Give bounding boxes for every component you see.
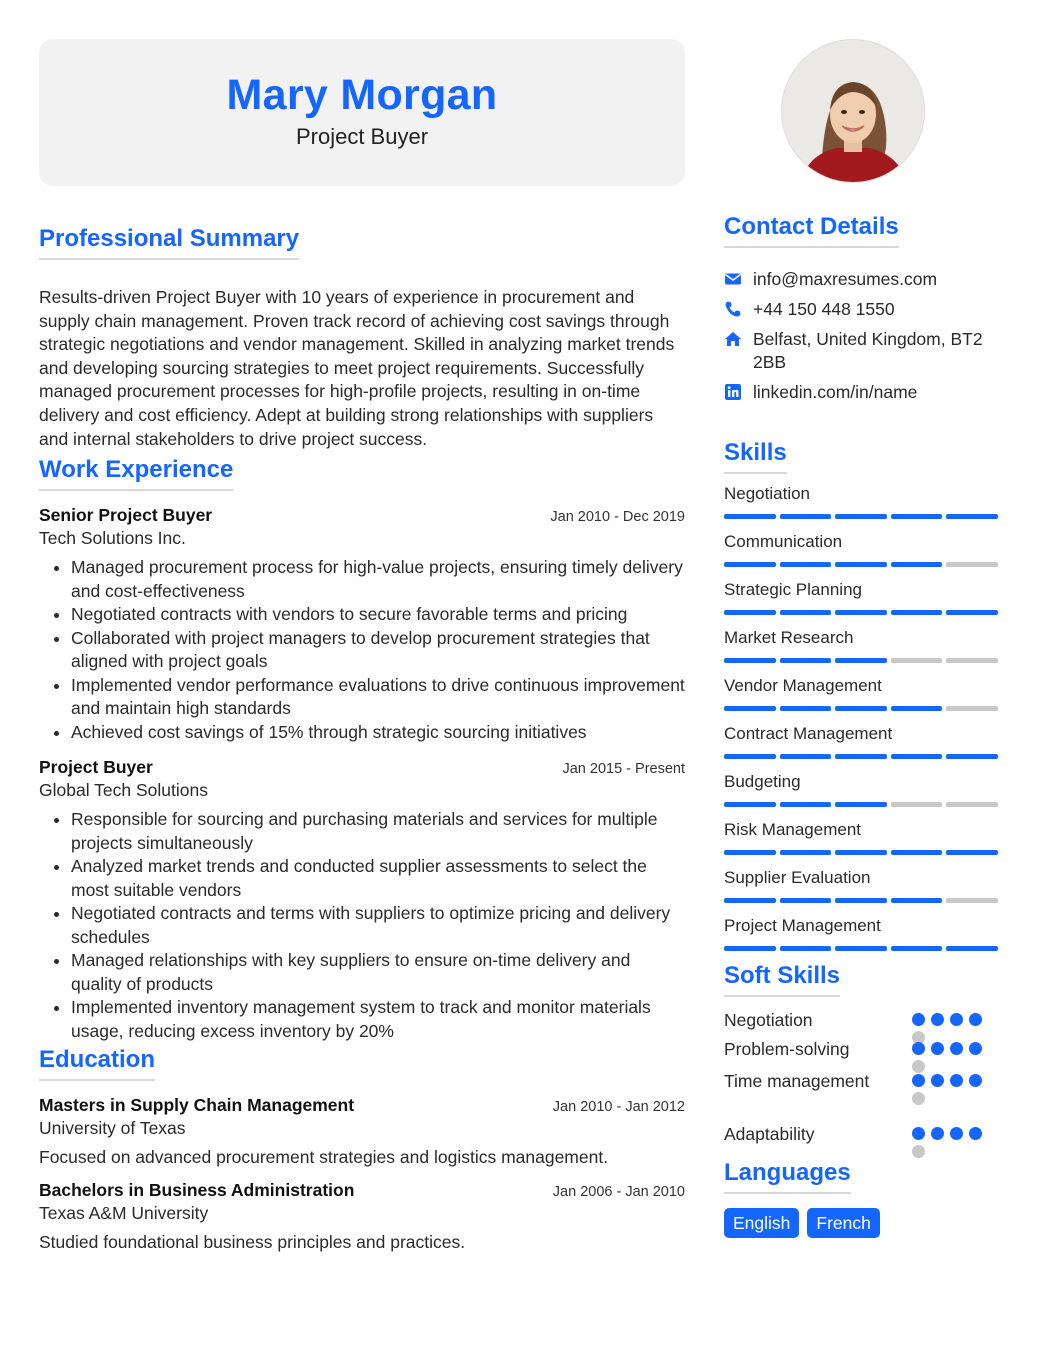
rating-dot bbox=[969, 1074, 982, 1087]
phone-text[interactable]: +44 150 448 1550 bbox=[753, 299, 895, 319]
skill-level-segment bbox=[780, 850, 832, 855]
skill-name: Negotiation bbox=[724, 484, 811, 503]
skill-level-segment bbox=[891, 898, 943, 903]
contact-email bbox=[724, 268, 1000, 291]
skill-level-segment bbox=[835, 658, 887, 663]
skill-level-segment bbox=[724, 658, 776, 663]
soft-skill-rating bbox=[912, 1074, 986, 1105]
header-card bbox=[39, 39, 685, 186]
experience-heading: Work Experience bbox=[39, 455, 233, 491]
rating-dot bbox=[950, 1074, 963, 1087]
skill-name: Risk Management bbox=[724, 820, 862, 839]
skills-section bbox=[724, 438, 1000, 951]
skill-item bbox=[724, 819, 1000, 855]
skill-name: Project Management bbox=[724, 916, 881, 935]
skill-level-segment bbox=[946, 610, 998, 615]
job-bullets bbox=[39, 556, 685, 744]
skill-level-segment bbox=[946, 946, 998, 951]
skill-level-segment bbox=[891, 850, 943, 855]
left-column bbox=[39, 224, 685, 1253]
skill-level-segment bbox=[835, 754, 887, 759]
skill-item bbox=[724, 531, 1000, 567]
skill-level-segment bbox=[835, 898, 887, 903]
skill-level-segment bbox=[946, 754, 998, 759]
candidate-name: Mary Morgan bbox=[226, 71, 498, 119]
home-icon bbox=[724, 330, 742, 348]
skill-level-segment bbox=[835, 610, 887, 615]
skill-level-segment bbox=[835, 706, 887, 711]
skill-level-segment bbox=[780, 898, 832, 903]
skill-level-bar bbox=[724, 658, 1000, 663]
soft-skill-name: Time management bbox=[724, 1071, 870, 1091]
skill-name: Supplier Evaluation bbox=[724, 868, 871, 887]
rating-dot bbox=[931, 1074, 944, 1087]
skill-level-segment bbox=[724, 850, 776, 855]
contact-address bbox=[724, 328, 1000, 374]
skill-name: Budgeting bbox=[724, 772, 801, 791]
rating-dot bbox=[912, 1092, 925, 1105]
soft-skill-rating bbox=[912, 1042, 986, 1073]
contact-linkedin bbox=[724, 381, 1000, 404]
job-company: Global Tech Solutions bbox=[39, 780, 208, 801]
rating-dot bbox=[969, 1013, 982, 1026]
job-bullet: • Implemented inventory management system to track and monitor materials usage, reducing excess inventory by 20% bbox=[71, 996, 685, 1043]
skill-level-segment bbox=[891, 562, 943, 567]
skill-level-segment bbox=[891, 706, 943, 711]
rating-dot bbox=[912, 1145, 925, 1158]
rating-dot bbox=[931, 1042, 944, 1055]
skill-level-segment bbox=[780, 610, 832, 615]
job-company: Tech Solutions Inc. bbox=[39, 528, 186, 549]
skill-level-segment bbox=[891, 754, 943, 759]
contact-heading: Contact Details bbox=[724, 212, 899, 248]
skill-level-segment bbox=[835, 946, 887, 951]
skill-item bbox=[724, 915, 1000, 951]
job-bullets bbox=[39, 808, 685, 1043]
job-title: Project Buyer bbox=[39, 757, 153, 778]
right-column bbox=[724, 212, 1000, 1238]
envelope-icon bbox=[724, 270, 742, 288]
education-dates: Jan 2006 - Jan 2010 bbox=[552, 1184, 685, 1201]
skill-item bbox=[724, 723, 1000, 759]
skill-level-segment bbox=[724, 802, 776, 807]
skill-level-segment bbox=[780, 514, 832, 519]
language-chip: French bbox=[807, 1208, 879, 1238]
phone-icon bbox=[724, 300, 742, 318]
education-entry bbox=[39, 1180, 685, 1253]
rating-dot bbox=[950, 1013, 963, 1026]
contact-phone bbox=[724, 298, 1000, 321]
soft-skill-rating bbox=[912, 1127, 986, 1158]
skill-name: Market Research bbox=[724, 628, 854, 647]
skill-level-segment bbox=[780, 658, 832, 663]
skill-level-segment bbox=[780, 562, 832, 567]
skill-level-bar bbox=[724, 514, 1000, 519]
skill-level-segment bbox=[780, 706, 832, 711]
job-bullet: • Achieved cost savings of 15% through strategic sourcing initiatives bbox=[71, 721, 685, 745]
soft-skill-item bbox=[724, 1038, 1000, 1070]
skill-level-segment bbox=[946, 562, 998, 567]
rating-dot bbox=[912, 1074, 925, 1087]
education-description: Focused on advanced procurement strategies and logistics management. bbox=[39, 1147, 609, 1168]
soft-skill-item bbox=[724, 1070, 1000, 1123]
summary-text: Results-driven Project Buyer with 10 years of experience in procurement and supply chain management. Proven track record of achieving cost savings through strategic negotiations and vendor management. Skilled in analyzing market trends and developing sourcing strategies to meet project requirements. Successfully managed procurement processes for high-profile projects, resulting in on-time delivery and cost efficiency. Adept at building strong relationships with suppliers and internal stakeholders to drive project success. bbox=[39, 287, 675, 449]
job-bullet: • Negotiated contracts with vendors to secure favorable terms and pricing bbox=[71, 603, 685, 627]
profile-photo bbox=[781, 39, 925, 183]
skill-level-segment bbox=[946, 514, 998, 519]
rating-dot bbox=[912, 1013, 925, 1026]
skill-level-segment bbox=[946, 802, 998, 807]
skill-level-segment bbox=[835, 850, 887, 855]
soft-skill-name: Negotiation bbox=[724, 1010, 813, 1030]
skill-level-segment bbox=[835, 802, 887, 807]
rating-dot bbox=[912, 1127, 925, 1140]
skill-level-segment bbox=[724, 898, 776, 903]
job-bullet: • Managed relationships with key suppliers to ensure on-time delivery and quality of products bbox=[71, 949, 685, 996]
skill-level-segment bbox=[724, 754, 776, 759]
email-text[interactable]: info@maxresumes.com bbox=[753, 269, 938, 289]
skill-item bbox=[724, 771, 1000, 807]
rating-dot bbox=[931, 1127, 944, 1140]
skill-name: Strategic Planning bbox=[724, 580, 862, 599]
job-bullet: • Responsible for sourcing and purchasing materials and services for multiple projects simultaneously bbox=[71, 808, 685, 855]
job-bullet: • Analyzed market trends and conducted supplier assessments to select the most suitable vendors bbox=[71, 855, 685, 902]
rating-dot bbox=[950, 1042, 963, 1055]
experience-section bbox=[39, 455, 685, 1043]
soft-skill-name: Problem-solving bbox=[724, 1039, 850, 1059]
job-title: Senior Project Buyer bbox=[39, 505, 213, 526]
skill-level-bar bbox=[724, 610, 1000, 615]
skill-level-bar bbox=[724, 850, 1000, 855]
job-bullet: • Collaborated with project managers to develop procurement strategies that aligned with project goals bbox=[71, 627, 685, 674]
skill-level-segment bbox=[724, 562, 776, 567]
job-entry bbox=[39, 757, 685, 1043]
skill-item bbox=[724, 867, 1000, 903]
degree-title: Masters in Supply Chain Management bbox=[39, 1095, 355, 1116]
skill-level-segment bbox=[891, 802, 943, 807]
skill-level-bar bbox=[724, 754, 1000, 759]
address-text: Belfast, United Kingdom, BT2 2BB bbox=[753, 329, 983, 372]
skill-level-segment bbox=[780, 946, 832, 951]
skill-level-bar bbox=[724, 562, 1000, 567]
skill-level-segment bbox=[724, 946, 776, 951]
skill-level-segment bbox=[780, 802, 832, 807]
skill-item bbox=[724, 675, 1000, 711]
linkedin-icon bbox=[724, 383, 742, 401]
skill-level-segment bbox=[891, 514, 943, 519]
skill-level-segment bbox=[780, 754, 832, 759]
candidate-title: Project Buyer bbox=[295, 124, 429, 149]
language-chip: English bbox=[724, 1208, 799, 1238]
skill-level-segment bbox=[946, 850, 998, 855]
skill-name: Vendor Management bbox=[724, 676, 882, 695]
skill-item bbox=[724, 579, 1000, 615]
skills-heading: Skills bbox=[724, 438, 787, 474]
skill-level-bar bbox=[724, 898, 1000, 903]
education-dates: Jan 2010 - Jan 2012 bbox=[552, 1099, 685, 1116]
soft-skills-heading: Soft Skills bbox=[724, 961, 840, 997]
summary-heading: Professional Summary bbox=[39, 224, 299, 260]
skills-list bbox=[724, 483, 1000, 951]
job-bullet: • Managed procurement process for high-value projects, ensuring timely delivery and cost-effectiveness bbox=[71, 556, 685, 603]
skill-level-segment bbox=[891, 946, 943, 951]
skill-item bbox=[724, 627, 1000, 663]
skill-name: Communication bbox=[724, 532, 843, 551]
education-section bbox=[39, 1045, 685, 1253]
profile-photo-image bbox=[782, 40, 924, 182]
rating-dot bbox=[931, 1013, 944, 1026]
rating-dot bbox=[950, 1127, 963, 1140]
skill-level-segment bbox=[724, 610, 776, 615]
skill-item bbox=[724, 483, 1000, 519]
skill-level-segment bbox=[724, 706, 776, 711]
skill-level-segment bbox=[891, 658, 943, 663]
summary-section bbox=[39, 224, 685, 451]
skill-level-segment bbox=[835, 562, 887, 567]
school-name: University of Texas bbox=[39, 1118, 186, 1139]
rating-dot bbox=[969, 1042, 982, 1055]
education-entry bbox=[39, 1095, 685, 1168]
languages-list bbox=[724, 1208, 1000, 1238]
soft-skills-section bbox=[724, 961, 1000, 1158]
languages-heading: Languages bbox=[724, 1158, 851, 1194]
contact-section bbox=[724, 212, 1000, 404]
job-bullet: • Implemented vendor performance evaluations to drive continuous improvement and maintain high standards bbox=[71, 674, 685, 721]
soft-skill-item bbox=[724, 1123, 1000, 1158]
job-dates: Jan 2015 - Present bbox=[562, 761, 685, 778]
linkedin-text[interactable]: linkedin.com/in/name bbox=[753, 382, 918, 402]
languages-section bbox=[724, 1158, 1000, 1238]
education-description: Studied foundational business principles and practices. bbox=[39, 1232, 466, 1253]
job-bullet: • Negotiated contracts and terms with suppliers to optimize pricing and delivery schedules bbox=[71, 902, 685, 949]
degree-title: Bachelors in Business Administration bbox=[39, 1180, 355, 1201]
education-heading: Education bbox=[39, 1045, 155, 1081]
soft-skill-name: Adaptability bbox=[724, 1124, 815, 1144]
rating-dot bbox=[969, 1127, 982, 1140]
soft-skills-list bbox=[724, 1009, 1000, 1158]
job-entry bbox=[39, 505, 685, 744]
skill-level-segment bbox=[946, 706, 998, 711]
skill-level-segment bbox=[946, 658, 998, 663]
skill-name: Contract Management bbox=[724, 724, 893, 743]
skill-level-bar bbox=[724, 946, 1000, 951]
skill-level-segment bbox=[946, 898, 998, 903]
rating-dot bbox=[912, 1042, 925, 1055]
school-name: Texas A&M University bbox=[39, 1203, 209, 1224]
skill-level-segment bbox=[891, 610, 943, 615]
soft-skill-item bbox=[724, 1009, 1000, 1038]
job-dates: Jan 2010 - Dec 2019 bbox=[550, 509, 685, 526]
skill-level-bar bbox=[724, 802, 1000, 807]
skill-level-segment bbox=[724, 514, 776, 519]
skill-level-bar bbox=[724, 706, 1000, 711]
skill-level-segment bbox=[835, 514, 887, 519]
